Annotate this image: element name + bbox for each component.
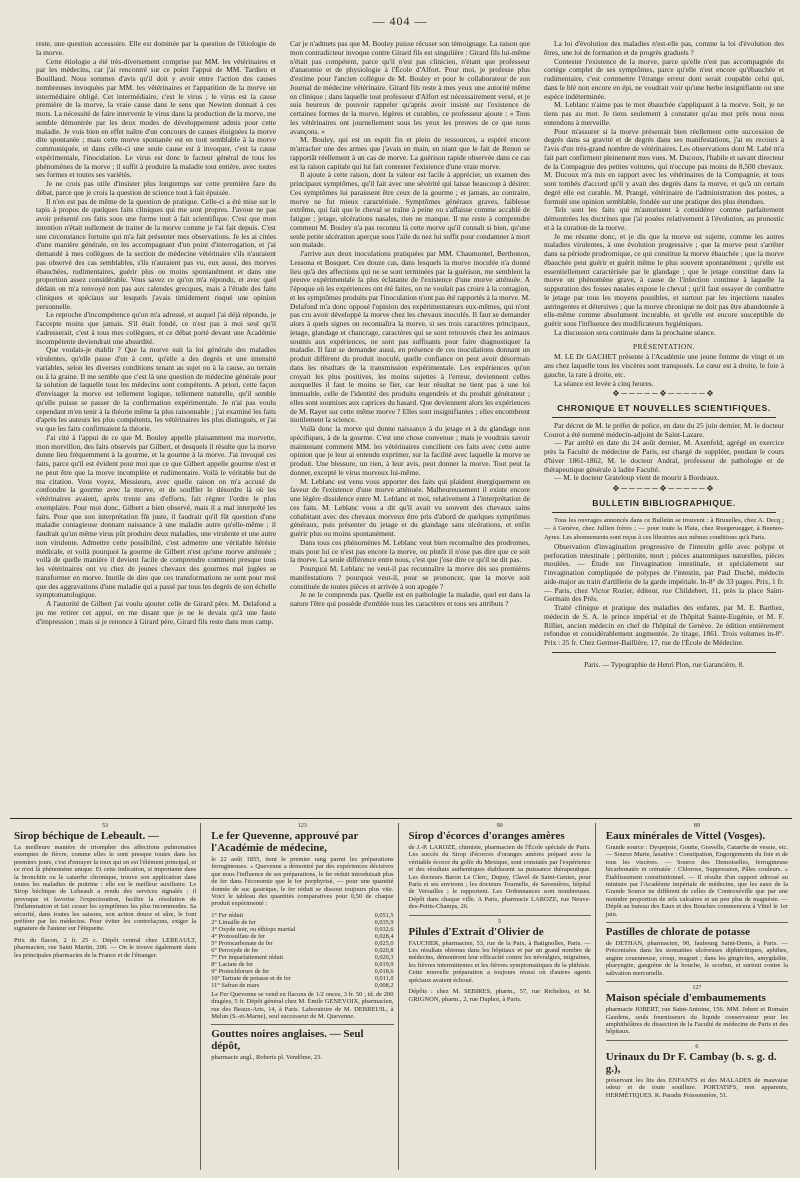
paragraph: Que voulais-je établir ? Que la morve suit la loi générale des maladies virulentes, qu'elle passe d'un à cent, qu'elle a des degrés et une intensité variables, selon les diverses conditions tenant au sujet ou à la cause, au terrain ou à la graine. Il me semble que c'est là une question de médecine générale pour la solution de laquelle tous les médecins sont compétents. A priori, cette façon d'envisager la morve est tellement logique, tellement naturelle, qu'il semble qu'elle puisse se passer de la confirmation expérimentale. Je n'ai pas voulu cependant m'en tenir à la théorie même la plus raisonnable ; j'ai examiné les faits d'après les auteurs les plus compétents, les vétérinaires les plus distingués, et j'ai vu que les faits confirmaient la théorie. xyxy=(36,345,276,433)
ad-column-2 xyxy=(207,823,398,1170)
list-item: 5° Protocarbonate de fer 0,025,0 xyxy=(211,939,394,947)
ornament-divider: ✥─────✥─────✥ xyxy=(612,389,716,399)
ad-number: 123 xyxy=(297,823,307,829)
ad-text: pharmacie angl., Roberts pl. Vendôme, 23. xyxy=(211,1054,322,1062)
list-item: 2° Limaille de fer 0,035,9 xyxy=(211,918,394,926)
list-item: 4° Protosulfate de fer 0,028,4 xyxy=(211,932,394,940)
paragraph: La discussion sera continuée dans la prochaine séance. xyxy=(554,327,716,337)
paragraph: M. Bouley, qui est un esprit fin et plein de ressources, a espéré encore m'arracher une des armes que j'avais en main, en niant que le fait de Renon se rapportât réellement à un cas de morve. La guérison rapide observée dans ce cas est la raison capitale qui lui fait contester l'existence d'une vraie morve. xyxy=(290,135,530,171)
paragraph: J'ai cité à l'appui de ce que M. Bouley appelle plaisamment ma morvette, mon morvillon, des faits observés par Gilbert, et desquels il résulte que la morve donne lieu fréquemment à la gourme, et la gourme à la morve. J'ai invoqué ces faits, parce qu'il est évident pour moi que ce que Gilbert appelle gourme n'est et ne peut être que la morve incomplète et rudimentaire. Voilà le véritable but de ma citation. Vous voyez, Messieurs, avec quelle raison on m'a accusé de confondre la gourme avec la morve, et de souffler le désordre là où les vétérinaires avaient, après trente ans d'efforts, fait régner l'ordre le plus exemplaire. Pour moi donc, Gilbert a bien observé, mais il a mal interprété les faits. Pour que son interprétation fût juste, il faudrait qu'il fût question d'une maladie contagieuse donnant naissance à une maladie autre qu'elle-même ; il faudrait qu'un même virus pût produire deux maladies, une virulente et une autre non virulente. Admettre cette possibilité, c'est admettre une véritable hérésie médicale, et voilà pourquoi la gourme de Gilbert n'est qu'une morve atténuée ; voilà de quelle manière il devient facile de comprendre comment presque tous les vétérinaires ont vu chez de jeunes chevaux des gourmes mal jugées se transformer en morve. Inutile de dire que ces transformations ne sont pour moi que des aggravations d'une maladie qui a passé par tous les degrés de son échelle symptomatologique. xyxy=(36,432,276,600)
ornament-divider: ✥─────✥─────✥ xyxy=(612,484,716,493)
ad-column-3 xyxy=(405,823,596,1170)
paragraph: Je me résume donc, et je dis que la morve est sujette, comme les autres maladies virulentes, à une évolution progressive ; que la morve peut s'arrêter dans sa période prodromique, ce qui constitue la morve ébauchée ; que la morve ébauchée peut guérir et guérit même le plus souvent spontanément ; qu'elle est essentiellement caractérisée par le glandage ; que le jetage constitue dans la morve un phénomène grave, à cause de l'infection continue à laquelle la suppuration des fosses nasales expose le cheval ; qu'il faut essayer de combattre le jetage par tous les moyens possibles, et surtout par les injections nasales astringentes et détersives ; que la morve chronique ne doit pas être abandonnée à elle-même comme absolument incurable, et qu'elle est encore susceptible de guérir sous l'influence des modificateurs hygiéniques. xyxy=(544,231,784,328)
presentation-heading: PRÉSENTATION. xyxy=(633,341,695,351)
page-number: — 404 — xyxy=(372,14,428,28)
paragraph: Je ne le comprends pas. Quelle est en pathologie la maladie, quel est dans la nature l'être qui possède d'emblée tous les caractères et tous ses attributs ? xyxy=(290,590,530,608)
divider xyxy=(606,922,788,923)
ad-text: de J.-P. LAROZE, chimiste, pharmacien de l'École spéciale de Paris. Les succès du Sirop d'écorces d'oranges amères préparé avec la véritable écorce du golfe du Mexique, sont constatés par l'expérience et des résultats authentiques établissent sa puissance thérapeutique. Les docteurs Baron Le Clerc, Dupuy, Clavel de Saint-Genies, pour Paris et ses environs ; les docteurs Tournelle, de Savenières, hôpital de Versailles ; le rapportent. Les Ordonnances sont nombreuses. Dépôt dans chaque ville. A Paris, pharmacie LAROZE, rue Neuve-des-Petits-Champs, 26. xyxy=(408,844,591,911)
list-item: 6° Peroxyde de fer 0,020,8 xyxy=(211,946,394,954)
ad-column-4 xyxy=(602,823,792,1170)
list-item: 9° Protochlorure de fer 0,018,6 xyxy=(211,967,394,975)
ad-number: 89 xyxy=(693,823,700,829)
bulletin-heading: BULLETIN BIBLIOGRAPHIQUE. xyxy=(592,497,736,508)
bibliography-entry: Traité clinique et pratique des maladies des enfants, par M. E. Barthez, médecin de S. A. le prince impérial et de l'hôpital Sainte-Eugénie, et M. F. Rilliet, ancien médecin en chef de l'hôpital de Genève. 2e édition entièrement refondue et considérablement augmentée. 2e tirage, 1861. Trois volumes in-8°. Prix : 25 fr. Chez Germer-Baillière, 17, rue de l'École de Médecine. xyxy=(544,603,784,647)
paragraph: Cette étiologie a été très-diversement comprise par MM. les vétérinaires et par les médecins, car j'ai rencontré sur ce point l'appui de MM. Tardieu et Bouillaud. Nous sommes d'avis qu'il doit y avoir entre l'action des causes nombreuses invoquées par MM. les vétérinaires et l'apparition de la morve un intermédiaire obligé. Cet intermédiaire, c'est le virus ; le virus est la cause première de la morve, la vraie cause dans le sens que Newton donnait à ces mots. La nécessité de faire intervenir le virus dans la production de la morve, me semble démontrée par les deux modes de développement admis pour cette maladie. Je vois bien en effet naître d'un concours de causes éloignées la morve dite spontanée ; mais cette morve spontanée est en tout semblable à la morve communiquée, et dans celle-ci une seule cause est à invoquer, c'est la cause expérimentale, l'inoculation. Le virus est donc le facteur général de tous les phénomènes de la morve ; il suffit à produire la maladie tout entière, avec toutes ses formes et toutes ses variétés. xyxy=(36,56,276,180)
paragraph: Pour m'assurer si la morve présentait bien réellement cette succession de degrés dans sa gravité et de degrés dans ses manifestations, j'ai eu recours à l'avis d'un très-grand nombre de vétérinaires. Les observations dont M. Labé m'a fait part confirment pleinement mes vues. M. Ducoux, l'habile et savant directeur de la Compagnie des petites voitures, qui n'occupe pas moins de 8,500 chevaux. M. Ducoux m'a mis en rapport avec les vétérinaires de la Compagnie, et tous sont tombés d'accord qu'il y avait des degrés dans la morve, et qu'à un certain degré elle est curable. M. Prangé, vétérinaire de l'administration des postes, a formulé une opinion semblable, fondée sur une pratique des plus étendues. xyxy=(544,126,784,206)
ad-text: le 22 août 1855, tient le premier rang parmi les préparations ferrugineuses. « Quevenne a démontré par des expériences décisives que nous l'influence de ses préparations, le fer réduit introduisait plus de fer dans l'économie que le fer porphyrisé, — pour une quantité donnée de suc gastrique, le fer réduit se dissout toujours plus vite. Voici le tableau des quantités comparatives pour 0,50 de chaque produit expérimenté : xyxy=(211,856,394,908)
ad-text: Prix du flacon, 2 fr. 25 c. Dépôt central chez LEBEAULT, pharmacien, rue Saint Martin, 200. — On le trouve également dans les principales pharmacies de la France et de l'étranger. xyxy=(14,936,197,959)
ad-text: Grande source : Dyspepsie, Goutte, Gravelle, Catarrhe de vessie, etc. — Source Marie, laxative : Constipation, Engorgements du foie et de tous les viscères. — Source des Demoiselles, ferrugineuse bicarbonatée et crénatée : Chlorose, Suppression, Pâles couleurs. » Établissement constitutionnel. — Il résulte d'un rapport adressé au ministre par l'Académie impériale de médecine, que les eaux de la Grande Source ne diffèrent de celles de Contrexéville que par une moindre proportion de sels calcaires et un peu plus de magnésie. — Dépôt au bureau des Eaux et des Bouches commencera à Vittel le 1er juin. xyxy=(605,844,788,918)
list-item: 1° Fer réduit 0,051,5 xyxy=(211,911,394,919)
paragraph: Contester l'existence de la morve, parce qu'elle n'est pas accompagnée du cortège complet de ses symptômes, parce qu'elle n'est encore qu'ébauchée et rudimentaire, c'est commettre l'étrange erreur dont serait coupable celui qui, dans le blé non encore en épi, ne voudrait voir qu'une herbe insignifiante ou une espèce indéterminée. xyxy=(544,56,784,101)
ad-title: Gouttes noires anglaises. — Seul dépôt, xyxy=(211,1028,364,1053)
divider xyxy=(409,915,591,916)
ad-title: Urinaux du Dr F. Cambay (b. s. g. d. g.), xyxy=(605,1050,777,1075)
text-column-1 xyxy=(36,40,276,810)
ad-title: Sirop d'écorces d'oranges amères xyxy=(408,830,565,842)
divider xyxy=(606,1040,788,1041)
ad-number: 5 xyxy=(498,918,502,925)
ad-number: 127 xyxy=(692,985,702,992)
paragraph: M. Leblanc n'aime pas le mot ébauchée s'appliquant à la morve. Soit, je ne tiens pas au mot. Je tiens seulement à constater qu'au mot près nous nous entendons à merveille. xyxy=(544,100,784,127)
printer-imprint: Paris. — Typographie de Henri Plon, rue Garancière, 8. xyxy=(584,660,744,669)
text-column-2 xyxy=(290,40,530,810)
divider xyxy=(211,1024,393,1025)
divider xyxy=(552,652,776,653)
ad-title: Pastilles de chlorate de potasse xyxy=(605,926,750,939)
ad-text: FAUCHER, pharmacien, 53, rue de la Paix, à Batignolles, Paris. — Les résultats obtenus dans les hôpitaux et par un grand nombre de médecins, démontrent leur efficacité contre les névralgies, migraines, les fièvres intermittentes et les fièvres symptomatiques de la phthisie. Cette nouvelle préparation a toujours réussi où d'autres agents spéciaux avaient échoué. xyxy=(408,939,591,984)
paragraph: Tels sont les faits qui m'autorisent à considérer comme parfaitement démontrées les doctrines que j'ai posées relativement à l'évolution, au pronostic et à la curation de la morve. xyxy=(544,205,784,232)
paragraph: La loi d'évolution des maladies n'est-elle pas, comme la loi d'évolution des êtres, une loi de formation et de progrès graduels ? xyxy=(544,40,784,57)
ad-title: Pilules d'Extrait d'Olivier de xyxy=(408,925,544,938)
list-item: 10° Tartrate de potasse et de fer 0,011,0 xyxy=(211,974,394,982)
paragraph: — Par arrêté en date du 24 août dernier, M. Axenfeld, agrégé en exercice près la Faculté de médecine de Paris, est chargé de suppléer, pendant le cours d'hiver 1861-1862, M. le docteur Andral, professeur de pathologie et de thérapeutique générale à ladite Faculté. xyxy=(544,438,784,474)
paragraph: M. LE Dr GACHET présente à l'Académie une jeune femme de vingt et un ans chez laquelle tous les viscères sont transposés. Le cœur est à droite, le foie à gauche, la rate à droite, etc. xyxy=(544,352,784,379)
bibliography-entry: Observation d'invagination progressive de l'intestin grêle avec polype et perforation intestinale ; péritonite, mort ; pièces anatomiques naturelles, pièces moulées. — Étude sur l'invagination intestinale, et spécialement sur l'invagination compliquée de polypes de l'intestin, par Paul Duchè, médecin aide-major au train d'artillerie de la garde impériale. In-8° de 33 pages. Prix, 1 fr. — Paris, chez Victor Rozier, éditeur, rue Childebert, 11, près la place Saint-Germain des Prés. xyxy=(544,541,784,604)
paragraph: Dans tous ces phénomènes M. Leblanc veut bien reconnaître des prodromes, mais pour lui ce n'est pas encore la morve, ou plutôt il n'ose pas dire que ce soit la morve. La seule différence entre nous, c'est que j'ose dire ce qu'il ne dit pas. xyxy=(290,537,530,565)
main-text-columns xyxy=(36,40,784,810)
list-item: 11° Safran de mars 0,008,2 xyxy=(211,981,394,989)
paragraph: Tous les ouvrages annoncés dans ce Bulletin se trouvent : à Bruxelles, chez A. Decq ; — à Genève, chez Jullien frères ; — pour toute la Plata, chez Ruegeruegger, à Buenos-Ayres. Les abonnements sont reçus à ces librairies aux mêmes conditions qu'à Paris. xyxy=(544,516,784,541)
ad-title: Eaux minérales de Vittel (Vosges). xyxy=(605,830,766,842)
ad-column-1 xyxy=(10,823,201,1170)
paragraph: Il n'en est pas de même de la question de pratique. Celle-ci a été mise sur le tapis à propos de quelques faits cliniques qui me sont propres. J'avoue ne pas avoir présenté ces faits sous une forme tout à fait scientifique. C'est que mon intention n'était nullement de traiter de la morve comme je l'ai fait depuis. C'est une circonstance fortuite qui m'a fait présenter mes observations. Je les ai citées d'une manière générale, en les accompagnant d'un point d'interrogation, et j'ai demandé à mes collègues de la section de médecine vétérinaire s'ils n'auraient pas observé des cas semblables, s'ils n'auraient pas vu, eux aussi, des morves ébauchées, rudimentaires, guérir plus ou moins spontanément et dans une proportion assez considérable. Vous savez ce qu'on m'a répondu, et avec quel dédain on m'a renvoyé non pas aux calendes grecques, mais à l'étude des faits cliniques et spéciaux sur lesquels j'avais timidement risqué une opinion personnelle. xyxy=(36,196,276,311)
paragraph: — M. le docteur Grateloup vient de mourir à Bordeaux. xyxy=(554,473,720,483)
paragraph: Je ne crois pas utile d'insister plus longtemps sur cette première face du débat, parce que je crois la question de science tout à fait épuisée. xyxy=(36,179,276,197)
ad-text: Le Fer Quevenne se vend en flacons de 1/2 onces, 3 fr. 50 ; id. de 200 dragées, 5 fr. Dépôt général chez M. Émile GENEVOIX, pharmacien, rue des Beaux-Arts, 14, à Paris. Laboratoire de M. DEBREUIL, à Melun (S.-et-Marne), seul successeur de M. Quevenne. xyxy=(211,990,394,1021)
paragraph: Car je n'admets pas que M. Bouley puisse récuser son témoignage. La raison que mon contradicteur invoque contre Girard fils est singulière : Girard fils lui-même n'était pas compétent, parce qu'il n'est pas clinicien, n'étant que professeur d'anatomie et de physiologie à l'École d'Alfort. Pour moi, je professe plus d'estime pour l'ancien collègue de M. Bouley et pour le collaborateur de son Journal de médecine vétérinaire. Girard fils reste à mes yeux une autorité même en clinique ; dans laquelle tout professeur d'Alfort est nécessairement versé, et je suis heureux de pouvoir rappeler qu'après avoir insisté sur l'existence de certaines formes de la morve, légères et curables, ce professeur ajoute : « Tous les vétérinaires ont journellement sous les yeux les preuves de ce que nous avançons. » xyxy=(290,40,530,136)
list-item: 3° Oxyde noir, ou éthiops martial 0,032,6 xyxy=(211,925,394,933)
ad-title: Sirop béchique de Lebeault. — xyxy=(14,830,159,842)
ad-text: Dépôts : chez M. SEBIRES, pharm., 57, rue Richelieu, et M. GRIGNON, pharm., 2, rue Duphot, à Paris. xyxy=(408,988,591,1003)
ad-table xyxy=(211,912,393,989)
paragraph: Voilà donc la morve qui donne naissance à du jetage et à du glandage non spécifiques, à de la gourme. C'est une chose convenue ; mais je voudrais savoir maintenant comment MM. les vétérinaires concilient ces faits avec cette autre opinion que je leur ai entendu exprimer, sur la facilité avec laquelle la morve se produit. Une blessure, un rien, à leur avis, peut donner la morve. Tout peut la donner, excepté le virus morveux lui-même. xyxy=(290,424,530,477)
ad-number: 6 xyxy=(695,1043,699,1050)
advertisements-section xyxy=(10,818,792,1170)
paragraph: Le reproche d'incompétence qu'on m'a adressé, et auquel j'ai déjà répondu, je l'accepte moins que jamais. S'il était fondé, ce n'est pas à moi seul qu'il s'adresserait, c'est à tous mes collègues, et ce débat porté devant une Académie incompétente deviendrait une absurdité. xyxy=(36,310,276,346)
chronique-heading: CHRONIQUE ET NOUVELLES SCIENTIFIQUES. xyxy=(557,403,771,413)
paragraph: A l'autorité de Gilbert j'ai voulu ajouter celle de Girard père. M. Delafond a pu me retirer cet appui, en me disant que je ne le devais qu'à une faute d'impression ; mais si je renonce à Girard père, Girard fils reste dans mon camp. xyxy=(36,599,276,626)
divider xyxy=(552,512,776,513)
ad-text: pharmacie JOBERT, rue Saint-Antoine, 156. MM. Jobert et Romain Gaudens, seuls fournisseurs du liquide conservateur pour les amphithéâtres de dissection de la Faculté de médecine de Paris et des hôpitaux. xyxy=(605,1006,788,1036)
list-item: 7° Fer imparfaitement réduit 0,020,3 xyxy=(211,953,394,961)
ad-text: La meilleure manière de triompher des affections pulmonaires exemptes de fièvre, comme elles le sont presque toutes dans les premiers jours, c'est d'enrayer la toux qui en est l'élément principal, et ce n'est là phénomène unique. Et cette indication, si importante dans la bronchite ou le catarrhe chronique, trouve son application dans toutes les maladies de poitrine : elle est le meilleur auxiliaire. Le Sirop béchique de Lebeault a rendu des services signalés : il provoque et favorise l'expectoration, facilite la résolution de l'inflammation et fait cesser les symptômes les plus incommodes. Sa sécurité, dans toutes les saisons, son action douce et sûre, le font préférer par les médecins. Pour éviter les contrefaçons, exiger la signature de l'auteur sur l'étiquette. xyxy=(14,844,197,933)
paragraph: J'arrive aux deux inoculations pratiquées par MM. Chaumontel, Berthonon, Lessona et Bosquet. Ces douze cas, dans lesquels la morve inoculée n'a donné lieu qu'à des affections qui ne se sont terminées par la guérison, me semblent la preuve expérimentale la plus éclatante de l'existence d'une morve atténuée. A l'époque où les expériences ont été faites, on ne voulait pas croire à la contagion, et les symptômes produits par l'inoculation n'ont pas été rapportés à la morve. M. Delafond m'a donc opposé l'opinion des expérimentateurs eux-mêmes, qui n'ont pas cru avoir développé la morve chez les chevaux inoculés. Il faut se demander alors à quels signes on reconnaîtra la morve, si ses trois caractères principaux, jetage, glandage et chancrage, caractères qui se sont retrouvés chez les animaux soumis aux expériences, ne sont pas suffisants pour faire diagnostiquer la maladie. Il faut se demander aussi, en présence de ces inoculations donnant un produit différent du produit inoculé, quelle confiance on peut avoir désormais dans les résultats de la transmission expérimentale. Les expériences qu'on croyait les plus positives, les moins sujettes à l'erreur, deviennent celles auxquelles il faut le moins se fier, car leur résultat ne tient pas à une loi immuable, celle de l'identité des produits engendrés et du produit générateur ; elles sont soumises aux caprices du hasard. Que deviennent alors les expériences de M. Rayer sur cette même morve ? Elles sont insignifiantes ; elles encombrent inutilement la science. xyxy=(290,249,530,425)
paragraph: Par décret de M. le préfet de police, en date du 25 juin dernier, M. le docteur Courot a été nommé médecin-adjoint de Saint-Lazare. xyxy=(544,420,784,439)
ad-number: 90 xyxy=(496,823,503,829)
paragraph: La séance est levée à cinq heures. xyxy=(554,378,654,388)
divider xyxy=(606,981,788,982)
ad-title: Maison spéciale d'embaumements xyxy=(605,992,766,1005)
paragraph: M. Leblanc est venu vous apporter des faits qui plaident énergiquement en faveur de l'existence d'une morve atténuée. Malheureusement il existe encore une légère dissidence entre M. Leblanc et moi, relativement à l'interprétation de ces faits. M. Leblanc vous a dit qu'il avait vu souvent des chevaux sains cohabitant avec des chevaux morveux être pris d'abord de quelques symptômes généraux, puis présenter du jetage et du glandage sans ulcérations, et enfin guérir plus ou moins spontanément. xyxy=(290,476,530,538)
divider xyxy=(552,417,776,418)
ad-number: 53 xyxy=(102,823,109,829)
ad-text: préservant les lits des ENFANTS et des MALADES de mauvaise odeur et de toute souillure. PORTATIFS, non apparents, HERMÉTIQUES. R. Paradis Poissonnière, 51. xyxy=(605,1076,788,1099)
paragraph: Il ajoute à cette raison, dont la valeur est facile à apprécier, un examen des principaux symptômes, qu'il fait avec une sévérité qui laisse beaucoup à désirer. Ces symptômes lui paraissent être ceux de la gourme ; et jamais, au contraire, morve ne fut mieux caractérisée. Symptômes généraux graves, faiblesse extrême, qui fait que le cheval se traîne à peine ou s'affaisse comme accablé de fatigue ; jetage, ulcérations nasales, rien ne manque. Il me reste à comprendre comment M. Bouley n'a pas reconnu là cette morve qu'il connaît si bien, qu'une seule petite ulcération aperçue sous l'aile du nez lui suffit pour condamner à mort son malade. xyxy=(290,170,530,250)
paragraph: reste, une question accessoire. Elle est dominée par la question de l'étiologie de la morve. xyxy=(36,40,276,57)
ad-text: de DETHAN, pharmacien, 90, faubourg Saint-Denis, à Paris. — Préconisées dans les stomatites ulcéreuses diphtéritiques, aphthes, angine couenneuse, croup, muguet ; dans les gingivites, amygdalite, pharyngite, gangrène de la bouche, le scorbut, et surtout contre la salivation mercurielle. xyxy=(605,940,788,977)
paragraph: Pourquoi M. Leblanc ne veut-il pas reconnaître la morve dès ses premières manifestations ? pourquoi veut-il, pour se prononcer, que la morve soit constituée de toutes pièces et arrivée à son apogée ? xyxy=(290,564,530,591)
ad-title: Le fer Quevenne, approuvé par l'Académie de médecine, xyxy=(211,830,359,854)
list-item: 8° Lactate de fer 0,019,9 xyxy=(211,960,394,968)
text-column-3 xyxy=(544,40,784,810)
